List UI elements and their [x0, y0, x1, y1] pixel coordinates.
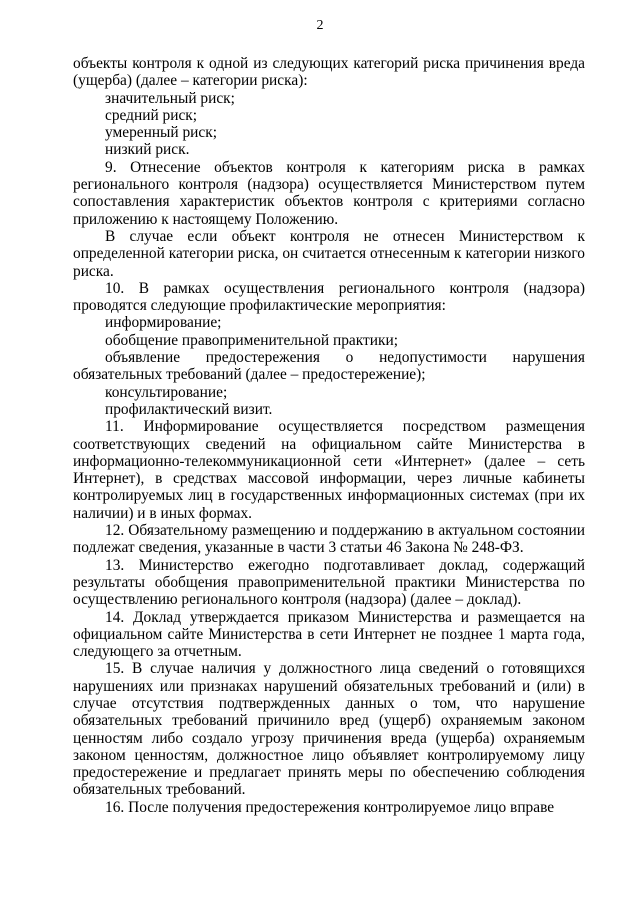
paragraph: обобщение правоприменительной практики; — [105, 331, 398, 349]
paragraph: 16. После получения предостережения контролируемое лицо вправе — [105, 798, 555, 816]
paragraph: профилактический визит. — [105, 400, 273, 418]
paragraph: 15. В случае наличия у должностного лица сведений о готовящихся нарушениях или признаках нарушений обязательных требований и (или) в случае отсутствия подтвержденных данных о том, что нарушение обязательных требований причинило вред (ущерб) охраняемым законом ценностям либо создало угрозу причинения вреда (ущерба) охраняемым законом ценностям, должностное лицо объявляет контролируемому лицу предостережение и предлагает принять меры по обеспечению соблюдения обязательных требований. — [73, 660, 585, 799]
paragraph: консультирование; — [105, 383, 228, 401]
paragraph: В случае если объект контроля не отнесен Министерством к определенной категории риска, он считается отнесенным к категории низкого риска. — [73, 227, 585, 280]
document-body — [73, 55, 585, 816]
paragraph: 14. Доклад утверждается приказом Министерства и размещается на официальном сайте Министерства в сети Интернет не позднее 1 марта года, следующего за отчетным. — [73, 608, 585, 661]
paragraph: средний риск; — [105, 106, 198, 124]
paragraph: низкий риск. — [105, 141, 190, 159]
paragraph: значительный риск; — [105, 89, 235, 107]
paragraph: умеренный риск; — [105, 124, 218, 142]
paragraph: объекты контроля к одной из следующих категорий риска причинения вреда (ущерба) (далее – категории риска): — [73, 55, 585, 90]
paragraph: 13. Министерство ежегодно подготавливает доклад, содержащий результаты обобщения правоприменительной практики Министерства по осуществлению регионального контроля (надзора) (далее – доклад). — [73, 556, 585, 609]
paragraph: объявление предостережения о недопустимости нарушения обязательных требований (далее – предостережение); — [73, 349, 585, 384]
page-number: 2 — [316, 18, 324, 33]
paragraph: 9. Отнесение объектов контроля к категориям риска в рамках регионального контроля (надзора) осуществляется Министерством путем сопоставления характеристик объектов контроля с критериями согласно приложению к настоящему Положению. — [73, 158, 585, 228]
paragraph: 12. Обязательному размещению и поддержанию в актуальном состоянии подлежат сведения, указанные в части 3 статьи 46 Закона № 248-ФЗ. — [73, 522, 585, 557]
paragraph: информирование; — [105, 314, 222, 332]
paragraph: 10. В рамках осуществления регионального контроля (надзора) проводятся следующие профилактические мероприятия: — [73, 279, 585, 315]
paragraph: 11. Информирование осуществляется посредством размещения соответствующих сведений на официальном сайте Министерства в информационно-телекоммуникационной сети «Интернет» (далее – сеть Интернет), в средствах массовой информации, через личные кабинеты контролируемых лиц в государственных информационных системах (при их наличии) и в иных формах. — [73, 418, 585, 522]
